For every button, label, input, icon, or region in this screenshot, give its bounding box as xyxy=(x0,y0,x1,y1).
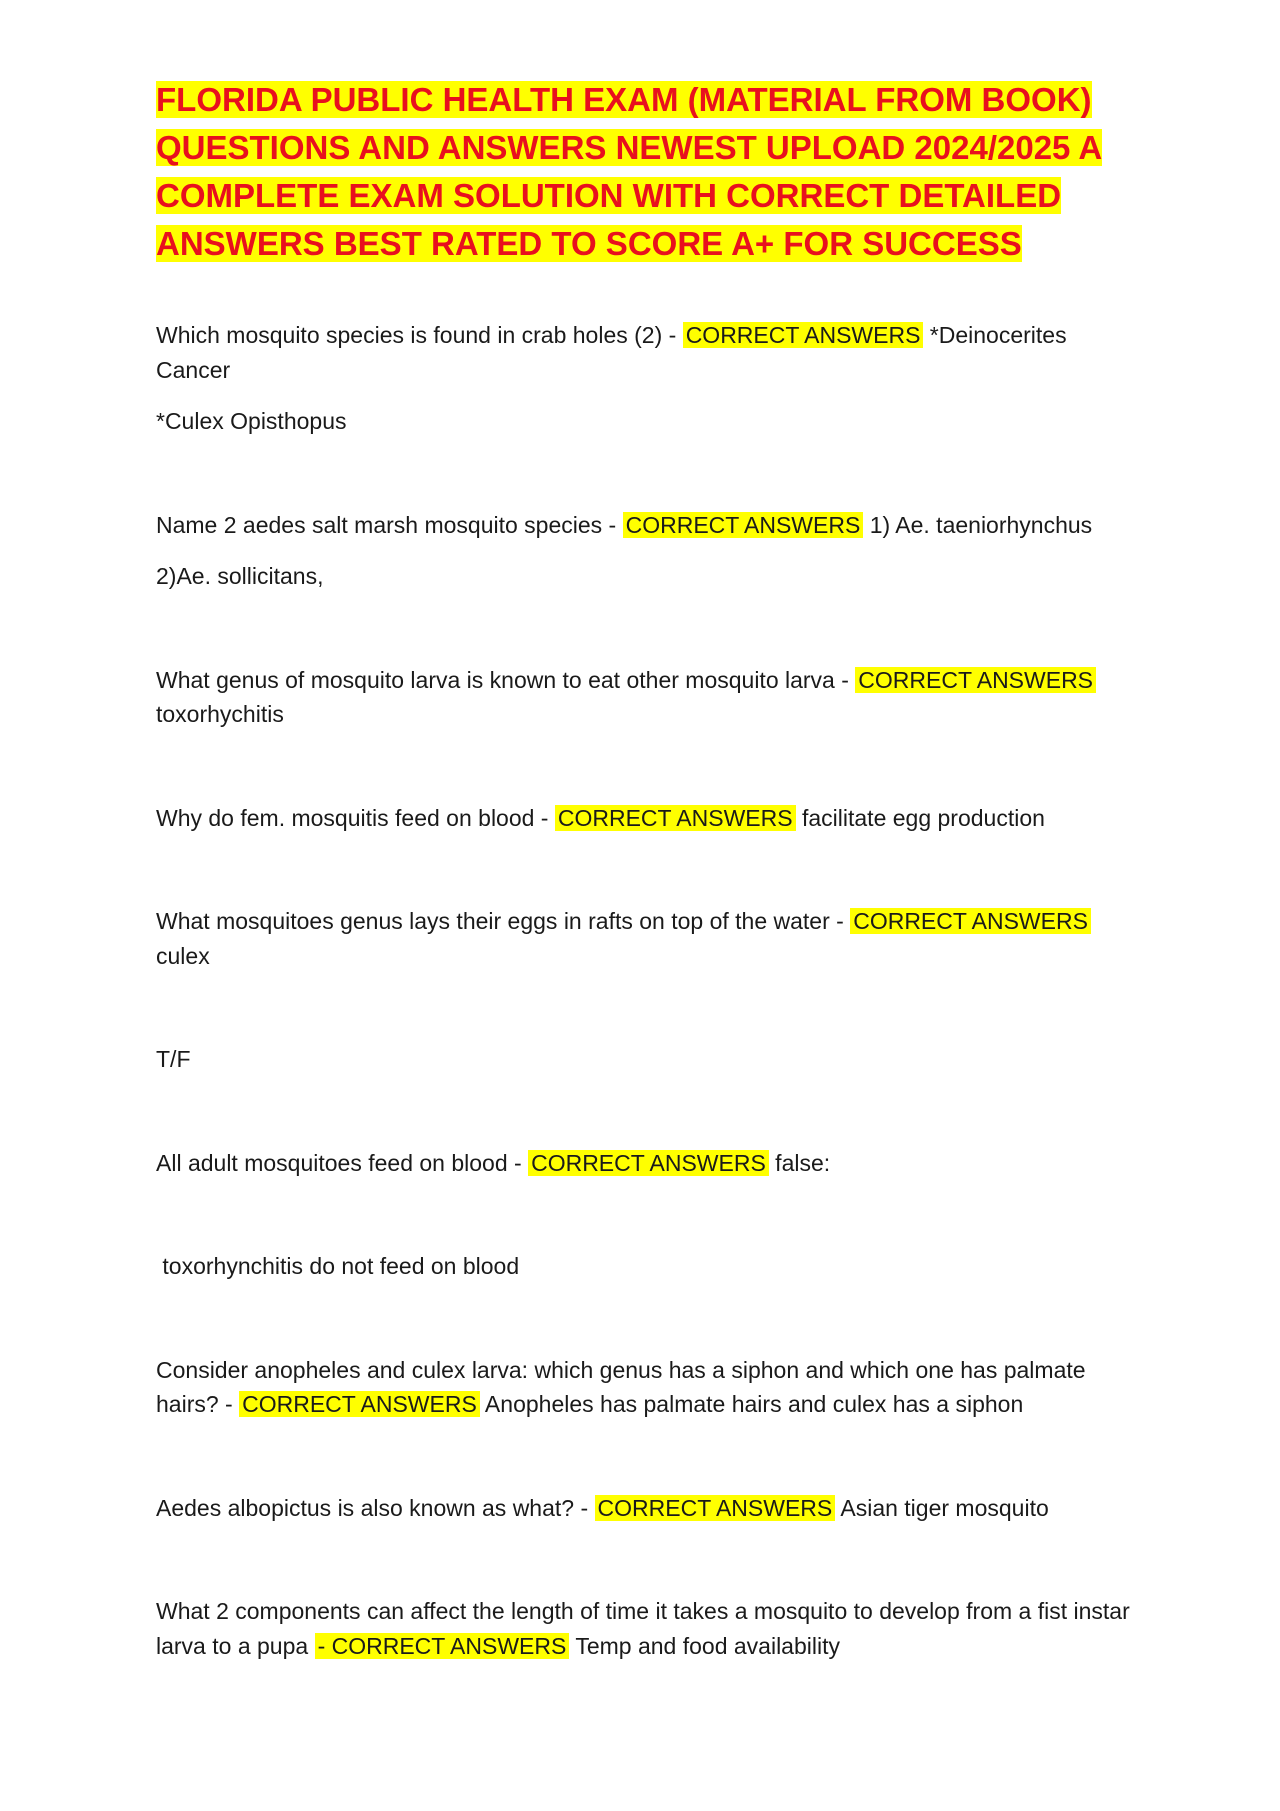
answer-marker xyxy=(315,1633,570,1659)
answer-marker: CORRECT ANSWERS xyxy=(850,908,1091,934)
qa-item xyxy=(156,508,1130,543)
answer-marker: CORRECT ANSWERS xyxy=(623,512,864,538)
answer-marker: CORRECT ANSWERS xyxy=(528,1150,769,1176)
qa-item xyxy=(156,1146,1130,1181)
question-text: All adult mosquitoes feed on blood - xyxy=(156,1149,529,1176)
question-text: Why do fem. mosquitis feed on blood - xyxy=(156,804,555,831)
question-text: Consider anopheles and culex larva: which genus has a siphon and which one has palmate hairs? - xyxy=(156,1356,1086,1417)
answer-marker: CORRECT ANSWERS xyxy=(683,322,924,348)
answer-text: Temp and food availability xyxy=(569,1632,840,1659)
answer-text: toxorhychitis xyxy=(156,701,284,727)
question-text: What 2 components can affect the length of time it takes a mosquito to develop from a fist instar larva to a pupa xyxy=(156,1598,1130,1659)
answer-marker-text: CORRECT ANSWERS xyxy=(331,1632,567,1659)
question-text: Name 2 aedes salt marsh mosquito species - xyxy=(156,511,623,538)
qa-item xyxy=(156,801,1130,836)
answer-marker: CORRECT ANSWERS xyxy=(855,667,1096,693)
answer-marker: CORRECT ANSWERS xyxy=(239,1391,480,1417)
answer-marker: CORRECT ANSWERS xyxy=(555,805,796,831)
document-title-text: FLORIDA PUBLIC HEALTH EXAM (MATERIAL FROM BOOK) QUESTIONS AND ANSWERS NEWEST UPLOAD 2024/2025 A COMPLETE EXAM SOLUTION WITH CORRECT DETAILED ANSWERS BEST RATED TO SCORE A+ FOR SUCCESS xyxy=(156,81,1103,262)
question-text: Which mosquito species is found in crab holes (2) - xyxy=(156,322,683,348)
document-title xyxy=(156,76,1130,268)
qa-item xyxy=(156,1594,1130,1663)
answer-extra: 2)Ae. sollicitans, xyxy=(156,563,324,589)
answer-text: Asian tiger mosquito xyxy=(835,1494,1049,1521)
answer-text: Anopheles has palmate hairs and culex has a siphon xyxy=(479,1391,1024,1417)
answer-marker: CORRECT ANSWERS xyxy=(595,1495,836,1521)
answer-note: toxorhynchitis do not feed on blood xyxy=(156,1253,520,1279)
qa-item xyxy=(156,663,1130,732)
question-text: What genus of mosquito larva is known to eat other mosquito larva - xyxy=(156,666,856,693)
qa-item xyxy=(156,904,1130,973)
answer-extra: *Culex Opisthopus xyxy=(156,408,347,434)
answer-marker-prefix: - xyxy=(317,1632,332,1659)
answer-text: *Deinocerites Cancer xyxy=(156,322,1067,383)
qa-item xyxy=(156,318,1130,387)
section-heading: T/F xyxy=(156,1046,191,1072)
answer-text: false: xyxy=(768,1149,831,1176)
question-text: Aedes albopictus is also known as what? - xyxy=(156,1494,595,1521)
question-text: What mosquitoes genus lays their eggs in rafts on top of the water - xyxy=(156,908,851,934)
answer-text: 1) Ae. taeniorhynchus xyxy=(863,511,1093,538)
answer-text: culex xyxy=(156,942,210,969)
answer-text: facilitate egg production xyxy=(795,804,1045,831)
qa-item xyxy=(156,1353,1130,1422)
qa-item xyxy=(156,1491,1130,1526)
